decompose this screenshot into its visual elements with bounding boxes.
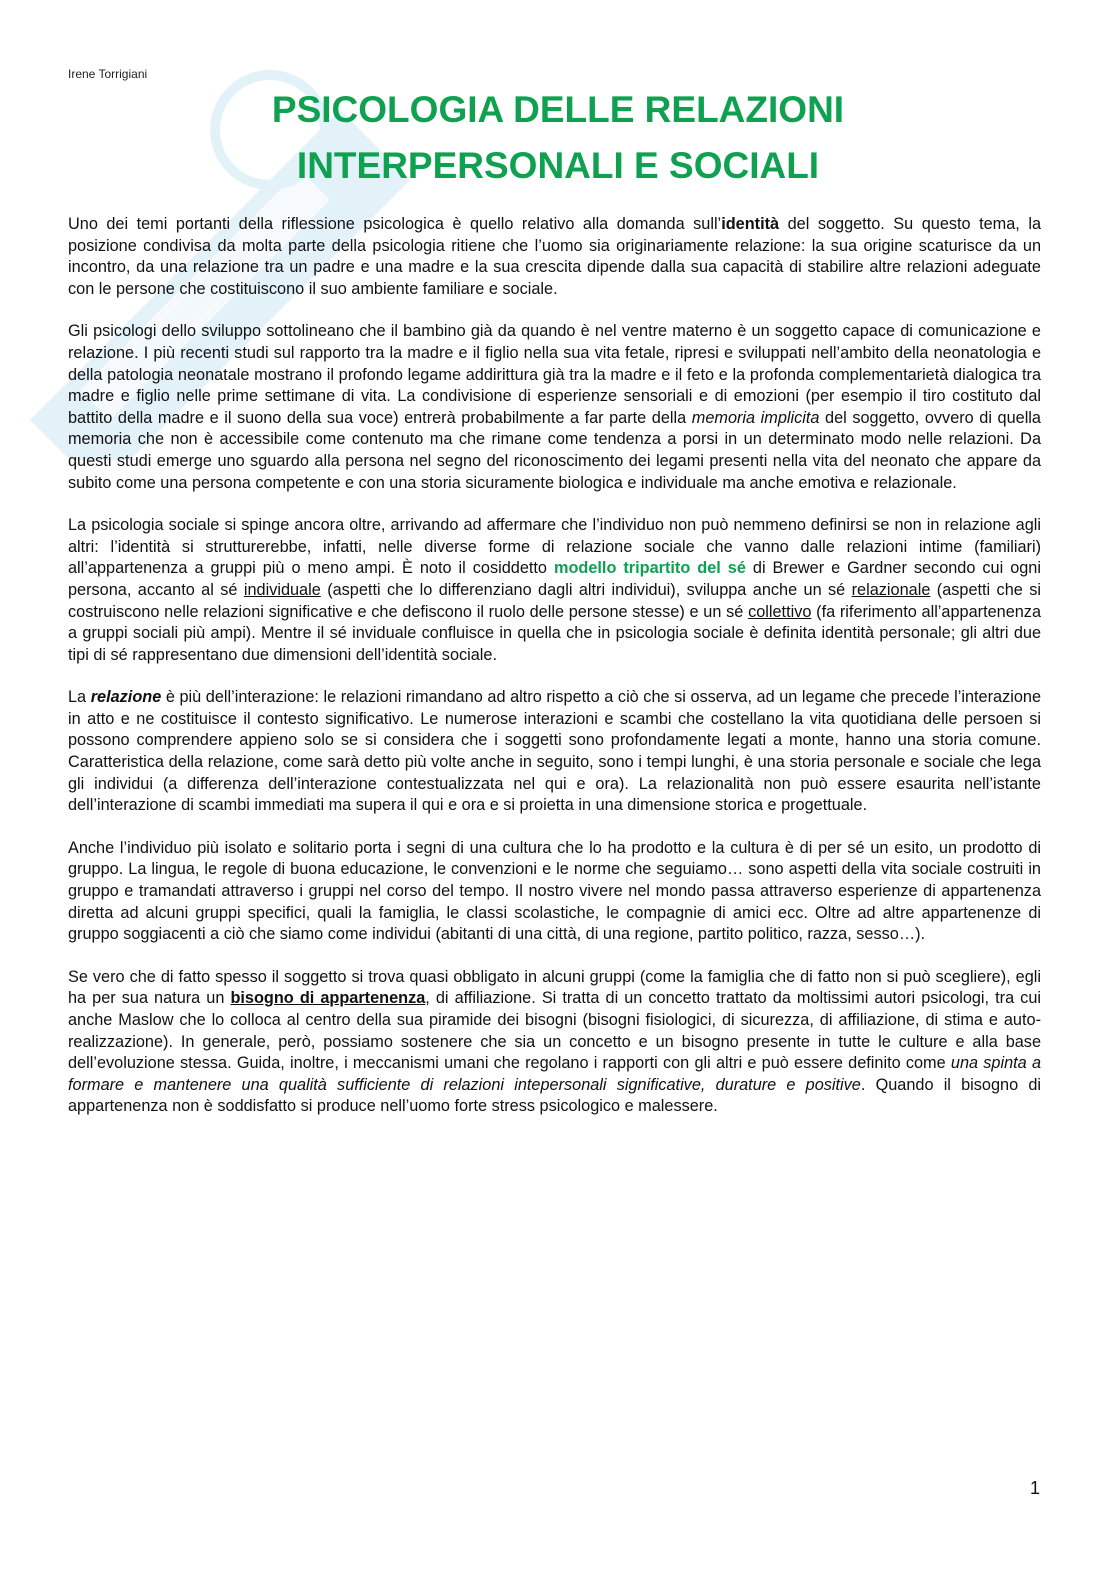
page-title-line-1: PSICOLOGIA DELLE RELAZIONI xyxy=(271,89,845,130)
text-run: . Quando il bisogno di appartenenza non è soddisfatto si produce nell’uomo forte stress psicologico e malessere. xyxy=(68,1075,1041,1116)
text-run: , di affiliazione. Si tratta di un concetto trattato da moltissimi autori psicologi, tra cui anche Maslow che lo colloca al centro della sua piramide dei bisogni (bisogni fisiologici, di sicurezza, di affiliazione, di stima e auto-realizzazione). In generale, però, possiamo sostenere che sia un concetto e un bisogno presente in tutte le culture e alla base dell’evoluzione stessa. Guida, inoltre, i meccanismi umani che regolano i rapporti con gli altri e può essere definito come xyxy=(68,989,1041,1073)
paragraph-relation xyxy=(68,687,1041,817)
bold-italic-term-relazione: relazione xyxy=(90,688,162,707)
text-run: è più dell’interazione: le relazioni rimandano ad altro rispetto a ciò che si osserva, ad un legame che precede l’interazione in atto e ne costituisce il contesto significativo. Le numerose interazioni e scambi che costellano la vita quotidiana delle persoen si possono comprendere appieno solo se si considera che i soggetti sono profondamente legati a monte, hanno una storia comune. Caratteristica della relazione, come sarà detto più volte anche in seguito, sono i tempi lunghi, è una storia personale e sociale che lega gli individui (a differenza dell’interazione contestualizzata nel qui e ora). La relazionalità non può essere esaurita nell’istante dell’interazione di scambi immediati ma supera il qui e ora e si proietta in una dimensione storica e progettuale. xyxy=(68,688,1041,815)
text-run: Se vero che di fatto spesso il soggetto si trova quasi obbligato in alcuni gruppi (come la famiglia che di fatto non si può scegliere), egli ha per sua natura un xyxy=(68,967,1041,1008)
paragraph-development xyxy=(68,321,1041,494)
page-number: 1 xyxy=(1029,1478,1040,1498)
bold-underlined-term-bisogno-appartenenza: bisogno di appartenenza xyxy=(230,989,426,1008)
text-run: La psicologia sociale si spinge ancora oltre, arrivando ad affermare che l’individuo non può nemmeno definirsi se non in relazione agli altri: l’identità si strutturerebbe, infatti, nelle diverse forme di relazione sociale che vanno dalle relazioni intime (familiari) all’appartenenza a gruppi più o meno ampi. È noto il cosiddetto xyxy=(68,516,1041,578)
text-run: (aspetti che lo differenziano dagli altri individui), sviluppa anche un sé xyxy=(320,580,852,599)
paragraph-belonging xyxy=(68,967,1041,1118)
underlined-term-collettivo: collettivo xyxy=(748,602,812,621)
italic-definition: una spinta a formare e mantenere una qualità sufficiente di relazioni intepersonali significative, durature e positive xyxy=(68,1054,1042,1094)
text-run: Gli psicologi dello sviluppo sottolineano che il bambino già da quando è nel ventre materno è un soggetto capace di comunicazione e relazione. I più recenti studi sul rapporto tra la madre e il figlio nella sua vita fetale, ripresi e sviluppati nell’ambito della neonatologia e della patologia neonatale mostrano il profondo legame addirittura già tra la madre e il feto e la profonda complementarietà dialogica tra madre e figlio nelle prime settimane di vita. La condivisione di esperienze sensoriali e di emozioni (per esempio il tiro costituto dal battito della madre e il suono della sua voce) entrerà probabilmente a far parte della xyxy=(68,322,1041,427)
underlined-term-relazionale: relazionale xyxy=(851,580,931,599)
paragraph-identity xyxy=(68,214,1041,300)
paragraph-social-psychology xyxy=(68,515,1041,666)
author-name: Irene Torrigiani xyxy=(68,67,148,81)
document-body xyxy=(68,214,1041,1139)
page-title-line-2: INTERPERSONALI E SOCIALI xyxy=(296,145,820,186)
italic-term-memoria-implicita: memoria implicita xyxy=(691,408,820,427)
text-run: Uno dei temi portanti della riflessione psicologica è quello relativo alla domanda sull’ xyxy=(68,215,722,233)
text-run: del soggetto. Su questo tema, la posizione condivisa da molta parte della psicologia ritiene che l’uomo sia originariamente relazione: la sua origine scaturisce da un incontro, da una relazione tra un padre e una madre e la sua crescita dipende dalla sua capacità di stabilire altre relazioni adeguate con le persone che costituiscono il suo ambiente familiare e sociale. xyxy=(68,215,1041,298)
page-title xyxy=(0,82,1116,194)
highlight-term-modello-tripartito: modello tripartito del sé xyxy=(553,559,746,578)
paragraph-culture: Anche l’individuo più isolato e solitario porta i segni di una cultura che lo ha prodotto e la cultura è di per sé un esito, un prodotto di gruppo. La lingua, le regole di buona educazione, le convenzioni e le norme che seguiamo… sono aspetti della vita sociale costruiti in gruppo e tramandati attraverso i gruppi nel corso del tempo. Il nostro vivere nel mondo passa attraverso esperienze di appartenenza diretta ad alcuni gruppi specifici, quali la famiglia, le classi scolastiche, le compagnie di amici ecc. Oltre ad altre appartenenze di gruppo soggiacenti a ciò che siamo come individui (abitanti di una città, di una regione, partito politico, razza, sesso…). xyxy=(68,838,1041,944)
underlined-term-individuale: individuale xyxy=(243,580,321,599)
bold-term-identita: identità xyxy=(721,215,780,233)
text-run: del soggetto, ovvero di quella memoria che non è accessibile come contenuto ma che rimane come tendenza a porsi in un determinato modo nelle relazioni. Da questi studi emerge uno sguardo alla persona nel segno del riconoscimento dei legami presenti nella vita del neonato che appare da subito come una persona competente e con una storia sicuramente biologica e individuale ma anche emotiva e relazionale. xyxy=(68,408,1041,492)
text-run: La xyxy=(68,688,91,707)
text-run: (aspetti che si costruiscono nelle relazioni significative e che defiscono il ruolo delle persone stesse) e un sé xyxy=(68,580,1041,621)
text-run: di Brewer e Gardner secondo cui ogni persona, accanto al sé xyxy=(68,559,1041,599)
text-run: (fa riferimento all’appartenenza a gruppi sociali più ampi). Mentre il sé inviduale confluisce in quella che in psicologia sociale è definita identità personale; gli altri due tipi di sé rappresentano due dimensioni dell’identità sociale. xyxy=(68,602,1042,664)
